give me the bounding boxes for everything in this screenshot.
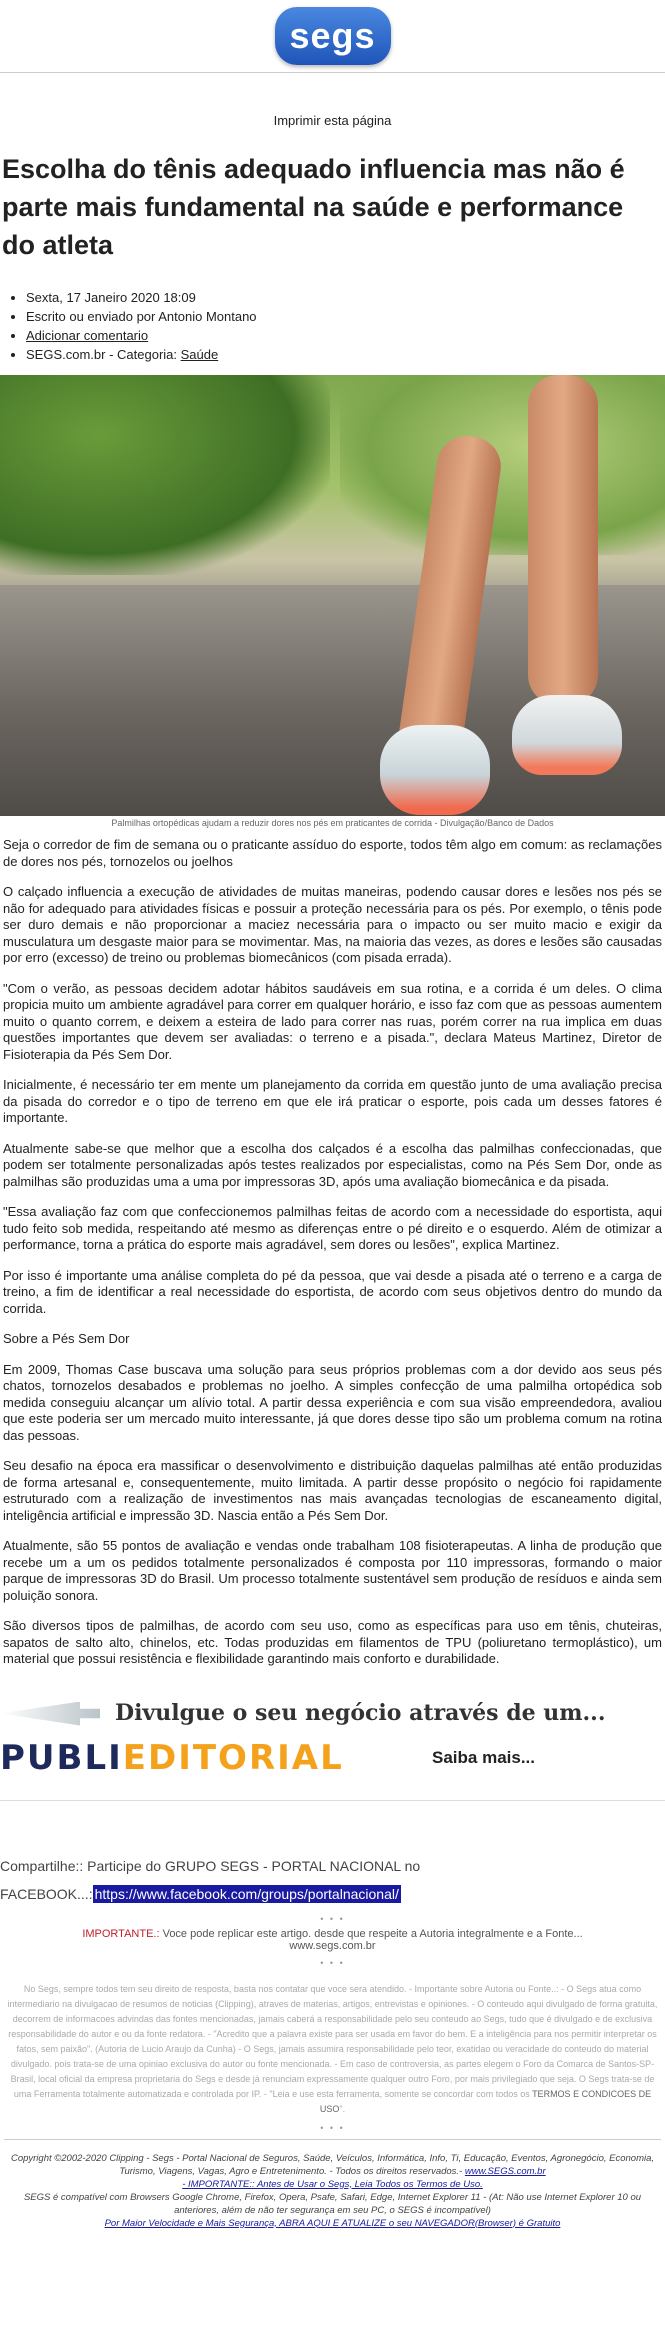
facebook-prefix: FACEBOOK...:: [0, 1885, 93, 1902]
site-header: [0, 0, 665, 73]
paragraph: Seu desafio na época era massificar o desenvolvimento e distribuição daquelas palmilhas até então produzidas de forma artesanal e, consequentemente, muito limitada. A partir desse propósito o negócio foi rapidamente estruturado com a realização de investimentos nas mais avançadas tecnologias de escaneamento digital, inteligência artificial e impressão 3D. Nascia então a Pés Sem Dor.: [3, 1458, 662, 1523]
add-comment-item: [26, 326, 665, 345]
disclaimer: [0, 1982, 665, 2117]
image-caption: Palmilhas ortopédicas ajudam a reduzir dores nos pés em praticantes de corrida - Divulgação/Banco de Dados: [111, 818, 554, 828]
terms-link[interactable]: TERMOS E CONDICOES DE USO: [319, 2088, 652, 2114]
paragraph: Seja o corredor de fim de semana ou o praticante assíduo do esporte, todos têm algo em comum: as reclamações de dores nos pés, tornozelos ou joelhos: [3, 837, 662, 869]
print-link[interactable]: Imprimir esta página: [273, 113, 392, 128]
divider-dots: • • •: [320, 1913, 345, 1924]
segs-site-link[interactable]: www.SEGS.com.br: [464, 2165, 546, 2177]
paragraph: Atualmente, são 55 pontos de avaliação e vendas onde trabalham 108 fisioterapeutas. A linha de produção que recebe um a um os pedidos totalmente personalizados é composta por 110 impressoras, formando o maior parque de impressoras 3D do Brasil. Um processo totalmente sustentável sem produção de resíduos e ainda sem poluição sonora.: [3, 1538, 662, 1603]
add-comment-link[interactable]: Adicionar comentario: [26, 328, 149, 343]
disclaimer-text: No Segs, sempre todos tem seu direito de resposta, basta nos contatar que voce sera atendido. - Importante sobre Autoria ou Fonte..: - O Segs atua como intermediario na divulgacao de resumos de noticias (Clipping), atraves de materias, artigos, entrevistas e opiniones. - O conteudo aqui divulgado de forma gratuita, decorrem de informacoes advindas das fontes mencionadas, jamais caberá a responsabilidade pelo seu conteudo ao Segs, tudo que é divulgado e de exclusiva responsabilidade do autor e ou da fonte redatora. - "Acredito que a palavra existe para ser usada em favor do bem. E a inteligência para nos permitir interpretar os fatos, sem paixão". (Autoria de Lucio Araujo da Cunha) - O Segs, jamais assumira responsabilidade pelo teor, exatidao ou veracidade do conteudo do material divulgado. pois trata-se de uma opiniao exclusiva do autor ou fonte mencionada. - Em caso de controversia, as partes elegem o Foro da Comarca de Santos-SP-Brasil, local oficial da empresa proprietaria do Segs e desde já renunciam expressamente qualquer outro Foro, por mais privilegiado que seja. O Segs trata-se de uma Ferramenta totalmente automatizada e controlada por IP. - "Leia e use esta ferramenta, somente se concordar com todos os: [7, 1983, 658, 2099]
divider-dots: • • •: [320, 1957, 345, 1968]
banner-headline: Divulgue o seu negócio através de um...: [115, 1699, 606, 1726]
section-heading: Sobre a Pés Sem Dor: [3, 1331, 130, 1346]
facebook-group-link[interactable]: https://www.facebook.com/groups/portalnacional/: [94, 1885, 399, 1902]
article-author: • Escrito ou enviado por Antonio Montano: [26, 307, 665, 326]
update-browser-line: [4, 2217, 661, 2230]
paragraph: "Essa avaliação faz com que confeccionemos palmilhas feitas de acordo com a necessidade do esportista, aqui tudo feito sob medida, respeitando até mesmo as diferenças entre o pé direito e o esquerdo. Além de otimizar a performance, torna a prática do esporte mais agradável, sem dores ou lesões", explica Martinez.: [3, 1204, 662, 1252]
paragraph: Inicialmente, é necessário ter em mente um planejamento da corrida em questão junto de uma avaliação precisa da pisada do corredor e o tipo de terreno em que ele irá praticar o esporte, pois cada um desses fatores é importante.: [3, 1077, 662, 1125]
segs-logo[interactable]: [275, 7, 391, 65]
copyright-text: Copyright ©2002-2020 Clipping - Segs - Portal Nacional de Seguros, Saúde, Veículos, Informática, Info, Ti, Educação, Eventos, Agronegócio, Economia, Turismo, Viagens, Vagas, Agro e Entretenimento. - Todos os direitos reservados.-: [10, 2152, 655, 2177]
paragraph: O calçado influencia a execução de atividades de muitas maneiras, podendo causar dores e lesões nos pés se não for adequado para atividades físicas e possuir a proteção necessária para os pés. Por exemplo, o tênis pode ser duro demais e não proporcionar a maciez necessária para o impacto ou ser muito macio e exigir da musculatura um desgaste maior para se movimentar. Mas, na maioria das vezes, as dores e lesões são causadas por erro (excesso) de treino ou problemas biomecânicos (com pisada errada).: [3, 884, 662, 965]
terms-of-use-link[interactable]: - IMPORTANTE:: Antes de Usar o Segs, Leia Todos os Termos de Uso.: [182, 2178, 483, 2190]
important-text: Voce pode replicar este artigo. desde que respeite a Autoria integralmente e a Fonte...: [159, 1927, 583, 1940]
paragraph: "Com o verão, as pessoas decidem adotar hábitos saudáveis em sua rotina, e a corrida é um deles. O clima propicia muito um ambiente agradável para correr em qualquer horário, e isso faz com que as pessoas aumentem muito o quanto correm, e deixem a esteira de lado para correr nas ruas, porém correr na rua implica em duas questões importantes que devem ser avaliadas: o terreno e a pisada.", declara Mateus Martinez, Diretor de Fisioterapia da Pés Sem Dor.: [3, 980, 662, 1062]
segs-url[interactable]: www.segs.com.br: [289, 1939, 376, 1952]
article-title: Escolha do tênis adequado influencia mas não é parte mais fundamental na saúde e performance do atleta: [2, 154, 625, 260]
update-browser-link[interactable]: Por Maior Velocidade e Mais Segurança, ABRA AQUI E ATUALIZE o seu NAVEGADOR(Browser) é Gratuito: [104, 2217, 561, 2229]
brand-part1: PUBLI: [0, 1737, 123, 1778]
category-link[interactable]: Saúde: [180, 347, 219, 362]
logo-text: segs: [289, 15, 376, 56]
facebook-line: [0, 1880, 665, 1908]
paragraph: São diversos tipos de palmilhas, de acordo com seu uso, como as específicas para uso em tênis, chuteiras, sapatos de salto alto, chinelos, etc. Todas produzidas em filamentos de TPU (poliuretano termoplástico), um material que possui resistência e flexibilidade garantindo mais conforto e durabilidade.: [3, 1618, 662, 1666]
category-prefix: SEGS.com.br - Categoria:: [26, 347, 181, 362]
terms-notice: [4, 2178, 661, 2191]
paragraph: Por isso é importante uma análise completa do pé da pessoa, que vai desde a pisada até o terreno e a carga de treino, a fim de identificar a real necessidade do esportista, de acordo com seus objetivos dentro do mundo da corrida.: [3, 1267, 662, 1316]
share-prefix: Compartilhe:: Participe do GRUPO SEGS - PORTAL NACIONAL no: [0, 1857, 421, 1874]
article-image: [0, 375, 665, 816]
site-footer: [0, 2139, 665, 2230]
brand-part2: EDITORIAL: [122, 1737, 344, 1778]
important-note: [0, 1928, 665, 1940]
important-label: IMPORTANTE.:: [82, 1927, 160, 1940]
share-section: [0, 1852, 665, 1908]
saiba-mais-link[interactable]: Saiba mais...: [432, 1747, 535, 1767]
article-date: • Sexta, 17 Janeiro 2020 18:09: [26, 288, 665, 307]
divider-dots: • • •: [320, 2122, 345, 2133]
footer-divider: [4, 2139, 661, 2140]
arrow-icon: [0, 1702, 100, 1726]
paragraph: Atualmente sabe-se que melhor que a escolha dos calçados é a escolha das palmilhas confeccionadas, que podem ser totalmente personalizadas após testes realizados por especialistas, como na Pés Sem Dor, onde as palmilhas são produzidas uma a uma por impressoras 3D, após uma avaliação biomecânica e da pisada.: [3, 1140, 662, 1189]
disclaimer-end: ".: [339, 2103, 346, 2114]
publieditorial-banner[interactable]: [0, 1692, 665, 1801]
browser-compat: SEGS é compatível com Browsers Google Chrome, Firefox, Opera, Psafe, Safari, Edge, Internet Explorer 11 - (At: Não use Internet Explorer 10 ou anteriores, além de não ter segurança em seu PC, o SEGS é incompatível): [23, 2191, 642, 2216]
banner-brand: [0, 1738, 344, 1778]
article-category: [26, 345, 665, 364]
paragraph: Em 2009, Thomas Case buscava uma solução para seus próprios problemas com a dor devido aos seus pés chatos, tornozelos desabados e problemas no joelho. A simples confecção de uma palmilha ortopédica sob medida conseguiu alcançar um alívio total. A partir dessa experiência e com sua visão empreendedora, avaliou que este poderia ser um mercado muito interessante, já que dores desse tipo são um problema comum na rotina das pessoas.: [3, 1361, 662, 1443]
copyright-line: [4, 2152, 661, 2178]
article-meta: [0, 288, 665, 364]
article-body: [0, 837, 665, 1668]
